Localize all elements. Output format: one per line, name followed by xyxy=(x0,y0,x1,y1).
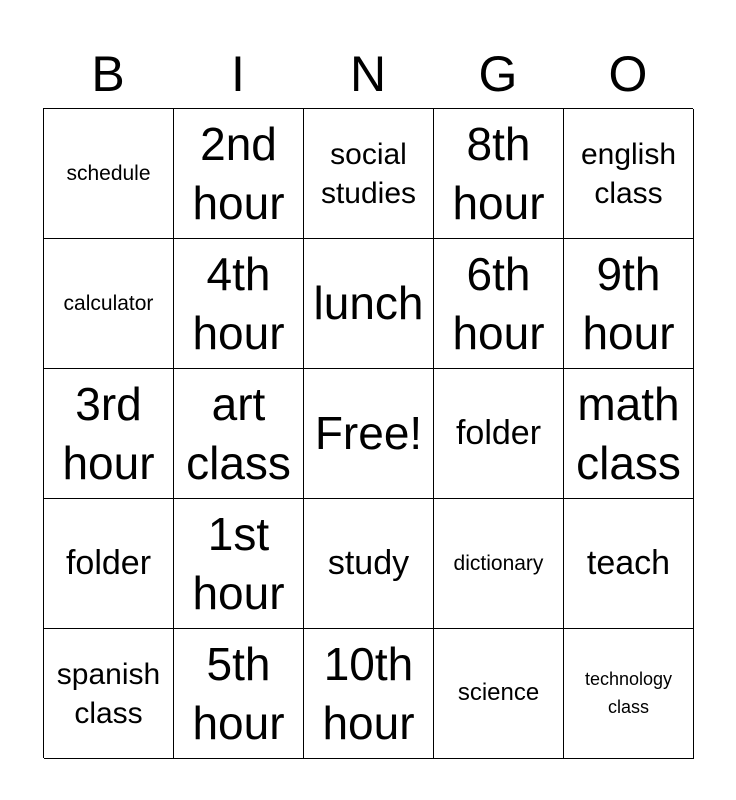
bingo-cell[interactable]: 1st hour xyxy=(174,499,304,629)
bingo-cell[interactable]: 4th hour xyxy=(174,239,304,369)
bingo-cell[interactable]: 5th hour xyxy=(174,629,304,759)
bingo-cell[interactable]: study xyxy=(304,499,434,629)
bingo-cell[interactable]: 9th hour xyxy=(564,239,694,369)
header-letter-g: G xyxy=(478,46,518,102)
bingo-cell[interactable]: english class xyxy=(564,109,694,239)
bingo-cell[interactable]: math class xyxy=(564,369,694,499)
header-letter-i: I xyxy=(231,46,245,102)
bingo-cell[interactable]: 6th hour xyxy=(434,239,564,369)
header-letter-b: B xyxy=(91,46,125,102)
header-letter-o: O xyxy=(608,46,648,102)
bingo-cell[interactable]: art class xyxy=(174,369,304,499)
bingo-cell[interactable]: teach xyxy=(564,499,694,629)
bingo-cell[interactable]: schedule xyxy=(44,109,174,239)
bingo-cell[interactable]: technology class xyxy=(564,629,694,759)
bingo-cell[interactable]: lunch xyxy=(304,239,434,369)
bingo-cell-free-space[interactable]: Free! xyxy=(304,369,434,499)
bingo-cell[interactable]: 3rd hour xyxy=(44,369,174,499)
bingo-cell[interactable]: folder xyxy=(434,369,564,499)
bingo-cell[interactable]: spanish class xyxy=(44,629,174,759)
bingo-cell[interactable]: folder xyxy=(44,499,174,629)
bingo-card-grid xyxy=(43,108,693,758)
bingo-cell[interactable]: calculator xyxy=(44,239,174,369)
bingo-cell[interactable]: 8th hour xyxy=(434,109,564,239)
bingo-cell[interactable]: dictionary xyxy=(434,499,564,629)
bingo-cell[interactable]: science xyxy=(434,629,564,759)
bingo-header xyxy=(43,40,693,108)
bingo-cell[interactable]: social studies xyxy=(304,109,434,239)
bingo-cell[interactable]: 2nd hour xyxy=(174,109,304,239)
bingo-cell[interactable]: 10th hour xyxy=(304,629,434,759)
header-letter-n: N xyxy=(349,46,387,102)
